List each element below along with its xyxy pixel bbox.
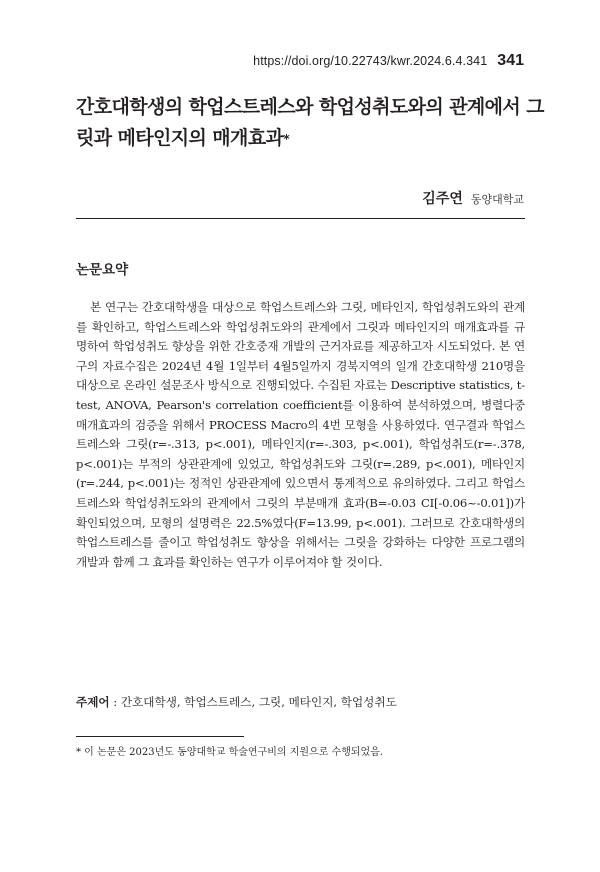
title-footnote-mark: * (283, 132, 290, 146)
page-header (253, 52, 524, 70)
keywords (76, 692, 525, 712)
keywords-separator: : (109, 695, 121, 709)
article-title (76, 92, 546, 155)
article-title-text: 간호대학생의 학업스트레스와 학업성취도와의 관계에서 그릿과 메타인지의 매개효과 (76, 96, 544, 149)
page-number: 341 (497, 52, 524, 69)
author-line (422, 188, 524, 208)
footnote-divider (76, 736, 244, 737)
abstract-heading: 논문요약 (76, 262, 129, 278)
author-name: 김주연 (422, 191, 463, 207)
keywords-terms: 간호대학생, 학업스트레스, 그릿, 메타인지, 학업성취도 (120, 695, 397, 709)
title-divider (76, 218, 525, 219)
footnote: * 이 논문은 2023년도 동양대학교 학술연구비의 지원으로 수행되었음. (76, 747, 384, 758)
abstract-body: 본 연구는 간호대학생을 대상으로 학업스트레스와 그릿, 메타인지, 학업성취도와의 관계를 확인하고, 학업스트레스와 학업성취도와의 관계에서 그릿과 메타인지의 매개효과를 규명하여 학업성취도 향상을 위한 간호중재 개발의 근거자료를 제공하고자 시도되었다. 본 연구의 자료수집은 2024년 4월 1일부터 4월5일까지 경북지역의 일개 간호대학생 210명을 대상으로 온라인 설문조사 방식으로 진행되었다. 수집된 자료는 Descriptive statistics, t-test, ANOVA, Pearson's correlation coefficient를 이용하여 분석하였으며, 병렬다중 매개효과의 검증을 위해서 PROCESS Macro의 4번 모형을 사용하였다. 연구결과 학업스트레스와 그릿(r=-.313, p<.001), 메타인지(r=-.303, p<.001), 학업성취도(r=-.378, p<.001)는 부적의 상관관계에 있었고, 학업성취도와 그릿(r=.289, p<.001), 메타인지(r=.244, p<.001)는 정적인 상관관계에 있으면서 통계적으로 유의하였다. 그리고 학업스트레스와 학업성취도와의 관계에서 그릿의 부분매개 효과(B=-0.03 CI[-0.06~-0.01])가 확인되었으며, 모형의 설명력은 22.5%였다(F=13.99, p<.001). 그러므로 간호대학생의 학업스트레스를 줄이고 학업성취도 향상을 위해서는 그릿을 강화하는 다양한 프로그램의 개발과 함께 그 효과를 확인하는 연구가 이루어져야 할 것이다. (76, 300, 525, 569)
author-affiliation: 동양대학교 (470, 193, 524, 206)
keywords-label: 주제어 (76, 695, 110, 709)
doi-link[interactable]: https://doi.org/10.22743/kwr.2024.6.4.341 (253, 54, 488, 68)
